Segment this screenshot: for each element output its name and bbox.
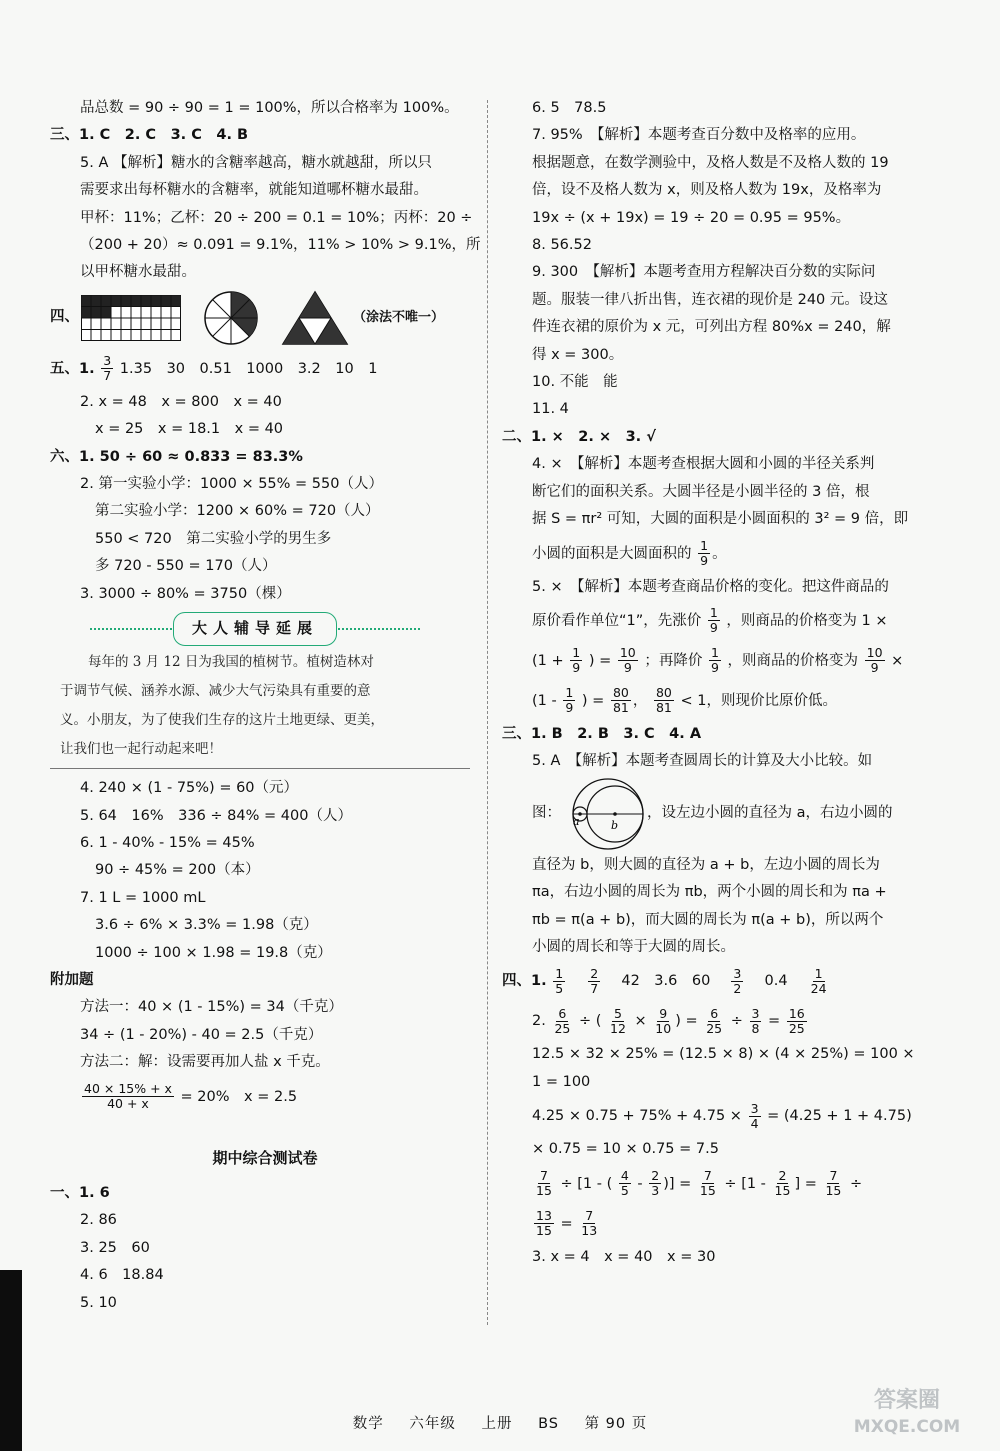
footer-volume: 上册: [481, 1416, 513, 1432]
fraction: [570, 646, 582, 675]
text-line: [50, 349, 480, 389]
text-line: 2. x = 48 x = 800 x = 40: [80, 393, 282, 410]
text-span: (1 +: [532, 652, 564, 669]
denominator: 8: [751, 1020, 760, 1036]
numerator: 80: [612, 685, 629, 701]
numerator: 1: [814, 965, 823, 981]
text-line: 2. 86: [80, 1212, 117, 1229]
numerator: 9: [659, 1005, 668, 1021]
text-span: ×: [891, 652, 904, 669]
denominator: 15: [699, 1183, 716, 1199]
denominator: 15: [536, 1183, 552, 1199]
denominator: 9: [709, 620, 718, 636]
text-line: 7. 95% 【解析】本题考查百分数中及格率的应用。: [532, 127, 866, 144]
numerator: 7: [539, 1168, 548, 1184]
text-line: 品总数 = 90 ÷ 90 = 1 = 100%，所以合格率为 100%。: [80, 100, 459, 116]
fraction: [654, 686, 674, 715]
text-line: [502, 961, 942, 1001]
numerator: 3: [750, 1100, 759, 1116]
text-span: ) =: [588, 652, 612, 669]
text-span: = (4.25 + 1 + 4.75): [767, 1108, 912, 1125]
note-line: 让我们也一起行动起来吧！: [60, 741, 222, 758]
fraction: [579, 1209, 599, 1238]
text-line: 小圆的周长和等于大圆的周长。: [532, 938, 735, 955]
fraction: [750, 1007, 762, 1036]
numerator: 80: [655, 685, 672, 701]
fraction: [709, 646, 721, 675]
denominator: 15: [825, 1183, 842, 1199]
denominator: 9: [710, 660, 719, 676]
fraction: [649, 1169, 661, 1198]
fraction: [704, 1007, 724, 1036]
text-line: 90 ÷ 45% = 200（本）: [95, 862, 260, 879]
text-line: πa，右边小圆的周长为 πb，两个小圆的周长和为 πa +: [532, 884, 887, 901]
section-title: 期中综合测试卷: [212, 1148, 318, 1167]
column-divider: [487, 100, 488, 1325]
numerator: 10: [619, 645, 636, 661]
equation-result: = 20% x = 2.5: [180, 1088, 298, 1105]
denominator: 5: [620, 1183, 629, 1199]
fraction: [708, 606, 720, 635]
text-line: 倍，设不及格人数为 x，则及格人数为 19x，及格率为: [532, 182, 882, 199]
text-line: 4. 6 18.84: [80, 1267, 164, 1284]
numerator: 3: [733, 965, 742, 981]
circle-figure-line: [502, 776, 942, 852]
question-number: 四、1.: [502, 973, 547, 990]
text-span: < 1，则现价比原价低。: [680, 692, 837, 709]
text-line: [502, 681, 942, 721]
fraction: [865, 646, 885, 675]
fraction: [809, 967, 829, 996]
text-line: 六、1. 50 ÷ 60 ≈ 0.833 = 83.3%: [50, 448, 303, 465]
text-span: 原价看作单位“1”，先涨价: [532, 612, 702, 629]
footer-edition: BS: [538, 1416, 559, 1432]
tip-note: [50, 648, 440, 764]
numerator: 2: [651, 1168, 660, 1184]
fraction: [611, 686, 631, 715]
fraction: [653, 1007, 673, 1036]
tip-banner: [90, 616, 420, 642]
shading-figures-row: [50, 287, 480, 349]
fraction: [618, 646, 638, 675]
text-line: 甲杯：11%；乙杯：20 ÷ 200 = 0.1 = 10%；丙杯：20 ÷: [80, 209, 473, 226]
text-line: 4. 240 × (1 - 75%) = 60（元）: [80, 780, 299, 797]
text-line: 件连衣裙的原价为 x 元，可列出方程 80%x = 240，解: [532, 319, 891, 336]
text-span: ，: [632, 692, 648, 709]
circles-figure: [561, 777, 647, 851]
text-line: 一、1. 6: [50, 1184, 110, 1201]
denominator: 9: [565, 700, 574, 716]
denominator: 7: [103, 368, 112, 384]
text-line: 9. 300 【解析】本题考查用方程解决百分数的实际问: [532, 264, 876, 281]
text-line: 题。服装一律八折出售，连衣裙的现价是 240 元。设这: [532, 291, 888, 308]
footer-page-number: 第 90 页: [584, 1416, 648, 1432]
note-line: 义。小朋友，为了使我们生存的这片土地更绿、更美，: [60, 712, 384, 729]
fraction: [619, 1169, 631, 1198]
text-span: 小圆的面积是大圆面积的: [532, 545, 692, 562]
text-line: 1000 ÷ 100 × 1.98 = 19.8（克）: [95, 944, 332, 961]
answer-text: 1.35 30 0.51 1000 3.2 10 1: [119, 360, 378, 377]
fraction: [101, 354, 113, 383]
numerator: 2: [590, 965, 599, 981]
fraction: [823, 1169, 843, 1198]
fraction: [608, 1007, 628, 1036]
text-line: 6. 1 - 40% - 15% = 45%: [80, 834, 255, 851]
text-span: 0.4: [764, 973, 788, 990]
fraction: [82, 1082, 174, 1111]
text-line: 2. $\frac{6}{25}$ ÷ ( $\frac{5}{12}$ × $\frac{9}{10}$ ) = $\frac{6}{25}$ ÷ $\frac{3}{8}$ = $\frac{16}{25}$: [532, 1005, 805, 1036]
numerator: 1: [700, 538, 709, 553]
text-line: [502, 1096, 942, 1136]
text-line: [502, 534, 942, 574]
numerator: 6: [710, 1005, 719, 1021]
text-line: 第二实验小学：1200 × 60% = 720（人）: [95, 503, 380, 520]
denominator: 9: [572, 660, 581, 676]
text-span: ，设左边小圆的直径为 a，右边小圆的: [647, 805, 893, 822]
text-line: 得 x = 300。: [532, 346, 624, 363]
text-line: 方法一：40 × (1 - 15%) = 34（千克）: [80, 999, 343, 1016]
text-line: 方法二：解：设需要再加人盐 x 千克。: [80, 1054, 330, 1071]
denominator: 81: [655, 700, 672, 716]
text-line: [502, 641, 942, 681]
text-line: 3. x = 4 x = 40 x = 30: [532, 1248, 716, 1265]
text-line: 多 720 - 550 = 170（人）: [95, 558, 277, 575]
denominator: 13: [581, 1223, 598, 1239]
text-line: 5. × 【解析】本题考查商品价格的变化。把这件商品的: [532, 578, 889, 595]
numerator: 13: [536, 1208, 552, 1224]
text-span: 图：: [532, 805, 561, 822]
question-number: 四、: [50, 309, 79, 326]
numerator: 5: [613, 1005, 622, 1021]
equation-line: [50, 1077, 480, 1117]
text-span: ，则商品的价格变为: [727, 652, 859, 669]
fraction: [698, 539, 710, 568]
denominator: 9: [700, 553, 709, 568]
text-span: (1 -: [532, 692, 557, 709]
fraction: [731, 967, 743, 996]
numerator: 1: [709, 605, 718, 621]
fraction: [534, 1209, 554, 1238]
text-line: 7. 1 L = 1000 mL: [80, 889, 206, 906]
text-line: （200 + 20）≈ 0.091 = 9.1%，11% > 10% > 9.1%，所: [80, 237, 481, 254]
numerator: 1: [555, 965, 564, 981]
text-line: 需要求出每杯糖水的含糖率，就能知道哪杯糖水最甜。: [80, 182, 428, 199]
denominator: 15: [774, 1183, 791, 1199]
pie-figure: [203, 290, 259, 346]
fraction: [773, 1169, 793, 1198]
watermark-title: 答案圈: [873, 1388, 940, 1413]
text-line: 2. 第一实验小学：1000 × 55% = 550（人）: [80, 476, 383, 493]
numerator: 1: [565, 685, 574, 701]
label-a: a: [573, 814, 580, 828]
text-line: 3. 3000 ÷ 80% = 3750（棵）: [80, 585, 291, 602]
note-line: 每年的 3 月 12 日为我国的植树节。植树造林对: [88, 654, 374, 671]
watermark-url: MXQE.COM: [853, 1417, 961, 1437]
fraction: [552, 1007, 572, 1036]
triangle-figure: [281, 290, 349, 346]
denominator: 12: [610, 1020, 626, 1036]
text-line: 12.5 × 32 × 25% = (12.5 × 8) × (4 × 25%) = 100 ×: [532, 1046, 915, 1063]
text-line: 3. 25 60: [80, 1239, 150, 1256]
text-line: 4. × 【解析】本题考查根据大圆和小圆的半径关系判: [532, 456, 875, 473]
text-line: 10. 不能 能: [532, 374, 618, 391]
denominator: 2: [733, 980, 742, 996]
text-line: 三、1. C 2. C 3. C 4. B: [50, 127, 249, 144]
fraction: [698, 1169, 718, 1198]
text-line: 根据题意，在数学测验中，及格人数是不及格人数的 19: [532, 154, 889, 171]
text-line: 断它们的面积关系。大圆半径是小圆半径的 3 倍，根: [532, 483, 870, 500]
numerator: 2: [778, 1168, 787, 1184]
grid-figure: [81, 295, 181, 341]
note-line: 于调节气候、涵养水源、减少大气污染具有重要的意: [60, 683, 371, 700]
left-column: [50, 95, 480, 1317]
text-line: 6. 5 78.5: [532, 100, 607, 116]
denominator: 81: [612, 700, 629, 716]
figure-note: （涂法不唯一）: [353, 310, 445, 326]
text-line: 19x ÷ (x + 19x) = 19 ÷ 20 = 0.95 = 95%。: [532, 209, 851, 226]
denominator: 4: [750, 1115, 759, 1131]
numerator: 1: [710, 645, 719, 661]
numerator: 16: [788, 1005, 805, 1021]
question-number: 2.: [532, 1013, 546, 1030]
numerator: 10: [866, 645, 883, 661]
numerator: 4: [620, 1168, 629, 1184]
footer-subject: 数学: [352, 1416, 384, 1432]
text-line: 二、1. × 2. × 3. √: [502, 428, 656, 445]
label-b: b: [611, 818, 619, 832]
denominator: 25: [554, 1020, 571, 1036]
numerator: 7: [829, 1168, 838, 1184]
denominator: 5: [555, 980, 564, 996]
denominator: 15: [536, 1223, 552, 1239]
denominator: 40 + x: [107, 1096, 149, 1112]
text-line: 以甲杯糖水最甜。: [80, 264, 196, 281]
text-line: πb = π(a + b)，而大圆的周长为 π(a + b)，所以两个: [532, 911, 884, 928]
numerator: 7: [585, 1208, 594, 1224]
text-line: 3.6 ÷ 6% × 3.3% = 1.98（克）: [95, 917, 318, 934]
fraction: [534, 1169, 554, 1198]
text-line: 附加题: [50, 971, 94, 988]
denominator: 25: [706, 1020, 723, 1036]
denominator: 24: [810, 980, 827, 996]
banner-title: 大人辅导延展: [173, 612, 337, 645]
right-column: [502, 95, 942, 1271]
text-line: [502, 601, 942, 641]
note-rule: [50, 768, 470, 769]
numerator: 6: [558, 1005, 567, 1021]
fraction: [563, 686, 575, 715]
fraction: [588, 967, 600, 996]
denominator: 7: [590, 980, 599, 996]
denominator: 9: [870, 660, 879, 676]
text-line: x = 25 x = 18.1 x = 40: [95, 421, 284, 438]
denominator: 25: [788, 1020, 805, 1036]
text-line: 5. A 【解析】本题考查圆周长的计算及大小比较。如: [532, 753, 873, 770]
text-line: 直径为 b，则大圆的直径为 a + b，左边小圆的周长为: [532, 856, 880, 873]
text-line: 550 < 720 第二实验小学的男生多: [95, 530, 332, 547]
text-span: 。: [712, 545, 727, 562]
watermark-logo: [832, 1388, 982, 1448]
fraction: [553, 967, 565, 996]
text-line: 5. A 【解析】糖水的含糖率越高，糖水就越甜，所以只: [80, 154, 432, 171]
text-line: 8. 56.52: [532, 237, 592, 254]
denominator: 9: [623, 660, 632, 676]
text-span: 42 3.6 60: [621, 973, 711, 990]
question-number: 五、1.: [50, 360, 95, 377]
text-line: 11. 4: [532, 401, 569, 418]
footer-grade: 六年级: [409, 1416, 456, 1432]
fraction: [787, 1007, 807, 1036]
numerator: 1: [572, 645, 581, 661]
text-line: 5. 64 16% 336 ÷ 84% = 400（人）: [80, 807, 352, 824]
numerator: 40 × 15% + x: [84, 1081, 172, 1097]
text-span: ，则商品的价格变为 1 ×: [726, 612, 888, 629]
text-line: $\frac{13}{15}$ = $\frac{7}{13}$: [536, 1208, 598, 1239]
text-line: 据 S = πr² 可知，大圆的面积是小圆面积的 3² = 9 倍，即: [532, 511, 909, 528]
numerator: 3: [751, 1005, 760, 1021]
text-line: × 0.75 = 10 × 0.75 = 7.5: [532, 1141, 719, 1158]
fraction: [749, 1102, 761, 1131]
text-span: ) =: [581, 692, 605, 709]
text-line: 三、1. B 2. B 3. C 4. A: [502, 725, 702, 742]
text-span: 4.25 × 0.75 + 75% + 4.75 ×: [532, 1108, 742, 1125]
denominator: 10: [655, 1020, 672, 1036]
text-line: 1 = 100: [532, 1073, 591, 1090]
text-line: $\frac{7}{15}$ ÷ [1 - ( $\frac{4}{5}$ - $\frac{2}{3}$ )] = $\frac{7}{15}$ ÷ [1 - $\frac{2}{15}$ ] = $\frac{7}{15}$ ÷: [536, 1168, 863, 1199]
text-span: ；再降价: [644, 652, 703, 669]
numerator: 3: [103, 353, 112, 369]
text-line: 5. 10: [80, 1294, 117, 1311]
denominator: 3: [651, 1183, 660, 1199]
text-line: 34 ÷ (1 - 20%) - 40 = 2.5（千克）: [80, 1026, 323, 1043]
numerator: 7: [703, 1168, 712, 1184]
